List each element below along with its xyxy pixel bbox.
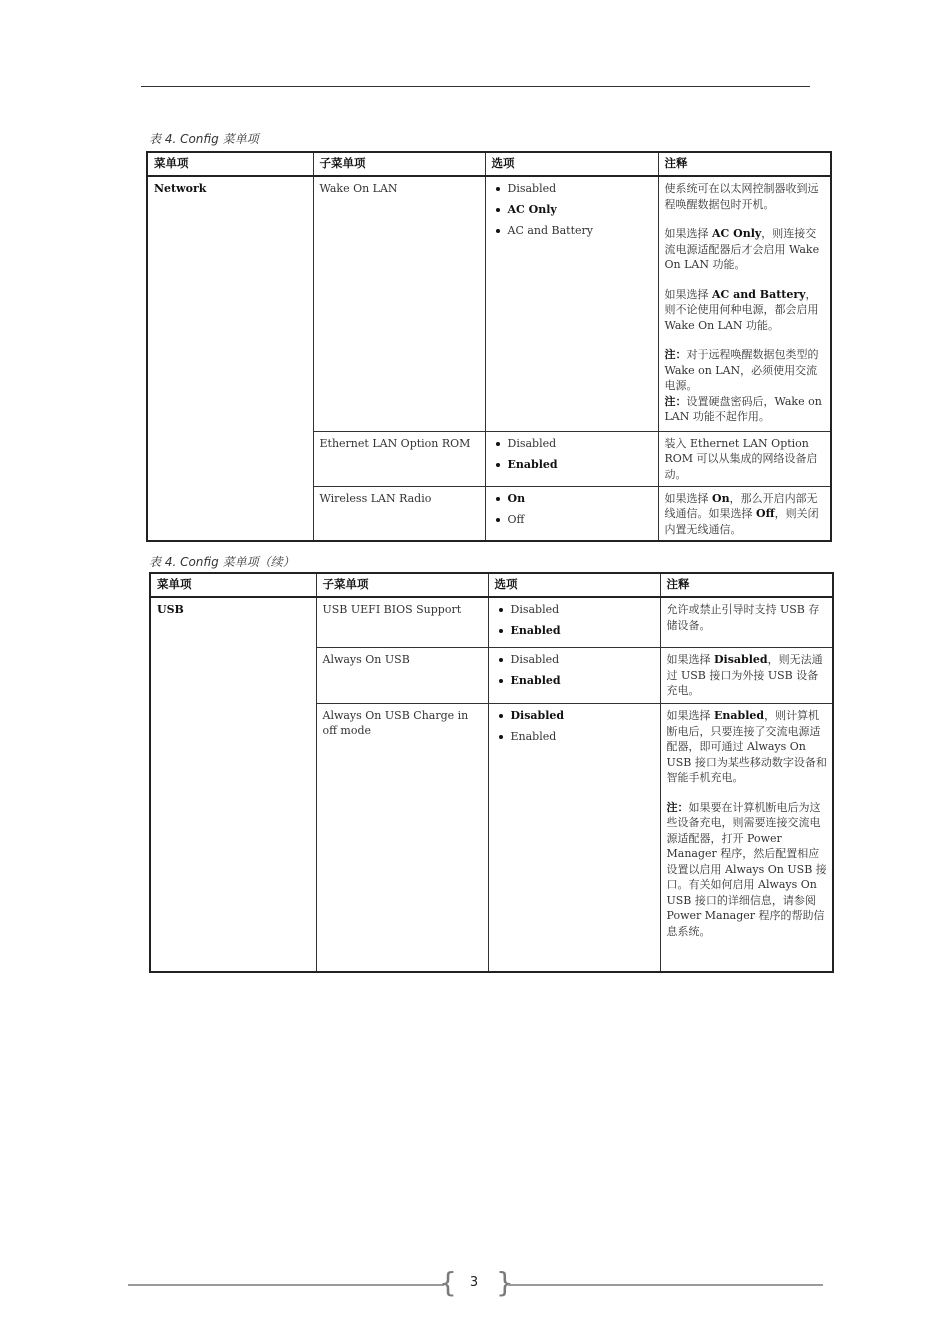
notes-cell — [660, 704, 833, 972]
submenu-cell: Wake On LAN — [313, 176, 485, 431]
left-brace-icon: { — [439, 1266, 457, 1299]
option-list — [492, 181, 653, 238]
header-notes: 注释 — [660, 573, 833, 597]
header-options: 选项 — [485, 152, 658, 176]
option-item: Disabled — [492, 181, 653, 196]
header-menu: 菜单项 — [147, 152, 313, 176]
table-row — [147, 176, 831, 431]
note-remark: 注：设置硬盘密码后，Wake on LAN 功能不起作用。 — [664, 394, 822, 423]
footer-rule-left — [128, 1284, 444, 1286]
note-text: 如果选择 AC Only，则连接交流电源适配器后才会启用 Wake On LAN 功能。 — [664, 227, 820, 271]
note-text: 使系统可在以太网控制器收到远程唤醒数据包时开机。 — [664, 182, 819, 211]
page-footer — [128, 1266, 823, 1306]
options-cell — [488, 597, 660, 648]
option-list — [492, 491, 653, 527]
footer-rule-right — [508, 1284, 823, 1286]
option-item-default: Disabled — [495, 708, 655, 723]
config-table-network — [146, 151, 832, 542]
options-cell — [485, 486, 658, 541]
table-row — [150, 597, 833, 648]
options-cell — [488, 648, 660, 704]
option-item-default: AC Only — [492, 202, 653, 217]
note-text: 如果选择 AC and Battery，则不论使用何种电源，都会启用 Wake On LAN 功能。 — [664, 287, 819, 332]
submenu-cell: Always On USB Charge in off mode — [316, 704, 488, 972]
option-item: AC and Battery — [492, 223, 653, 238]
table-header-row — [147, 152, 831, 176]
note-remark: 注：如果要在计算机断电后为这些设备充电，则需要连接交流电源适配器，打开 Power Manager 程序，然后配置相应设置以启用 Always On USB 接口。有关如何启用 Always On USB 接口的详细信息，请参阅 Power Manager 程序的帮助信息系统。 — [666, 800, 827, 938]
option-list — [495, 708, 655, 744]
notes-cell — [660, 648, 833, 704]
option-item-default: Enabled — [495, 673, 655, 688]
header-notes: 注释 — [658, 152, 831, 176]
option-item: Disabled — [495, 652, 655, 667]
option-item: Enabled — [495, 729, 655, 744]
options-cell — [485, 431, 658, 486]
config-table-usb — [149, 572, 834, 973]
options-cell — [485, 176, 658, 431]
header-submenu: 子菜单项 — [316, 573, 488, 597]
notes-cell — [658, 486, 831, 541]
menu-cell: Network — [147, 176, 313, 541]
option-item: Disabled — [492, 436, 653, 451]
submenu-cell: Always On USB — [316, 648, 488, 704]
option-list — [495, 602, 655, 638]
option-item-default: Enabled — [495, 623, 655, 638]
table-caption: 表 4. Config 菜单项 — [149, 132, 259, 146]
note-text: 装入 Ethernet LAN Option ROM 可以从集成的网络设备启动。 — [664, 436, 818, 481]
notes-cell — [658, 176, 831, 431]
page-number: 3 — [469, 1275, 479, 1290]
note-text: 如果选择 Disabled，则无法通过 USB 接口为外接 USB 设备充电。 — [666, 653, 823, 697]
header-submenu: 子菜单项 — [313, 152, 485, 176]
header-rule — [141, 86, 810, 87]
note-text: 如果选择 On，那么开启内部无线通信。如果选择 Off，则关闭内置无线通信。 — [664, 491, 819, 536]
note-text: 允许或禁止引导时支持 USB 存储设备。 — [666, 603, 820, 632]
header-options: 选项 — [488, 573, 660, 597]
option-item-default: Enabled — [492, 457, 653, 472]
notes-cell — [658, 431, 831, 486]
submenu-cell: Wireless LAN Radio — [313, 486, 485, 541]
option-item: Disabled — [495, 602, 655, 617]
table-header-row — [150, 573, 833, 597]
note-remark: 注：对于远程唤醒数据包类型的 Wake on LAN，必须使用交流电源。 — [664, 348, 819, 392]
menu-cell: USB — [150, 597, 316, 972]
option-list — [492, 436, 653, 472]
right-brace-icon: } — [496, 1266, 514, 1299]
submenu-cell: USB UEFI BIOS Support — [316, 597, 488, 648]
notes-cell — [660, 597, 833, 648]
option-list — [495, 652, 655, 688]
option-item-default: On — [492, 491, 653, 506]
submenu-cell: Ethernet LAN Option ROM — [313, 431, 485, 486]
options-cell — [488, 704, 660, 972]
header-menu: 菜单项 — [150, 573, 316, 597]
table-caption: 表 4. Config 菜单项（续） — [149, 555, 295, 569]
option-item: Off — [492, 512, 653, 527]
note-text: 如果选择 Enabled，则计算机断电后，只要连接了交流电源适配器，即可通过 Always On USB 接口为某些移动数字设备和智能手机充电。 — [666, 709, 827, 784]
